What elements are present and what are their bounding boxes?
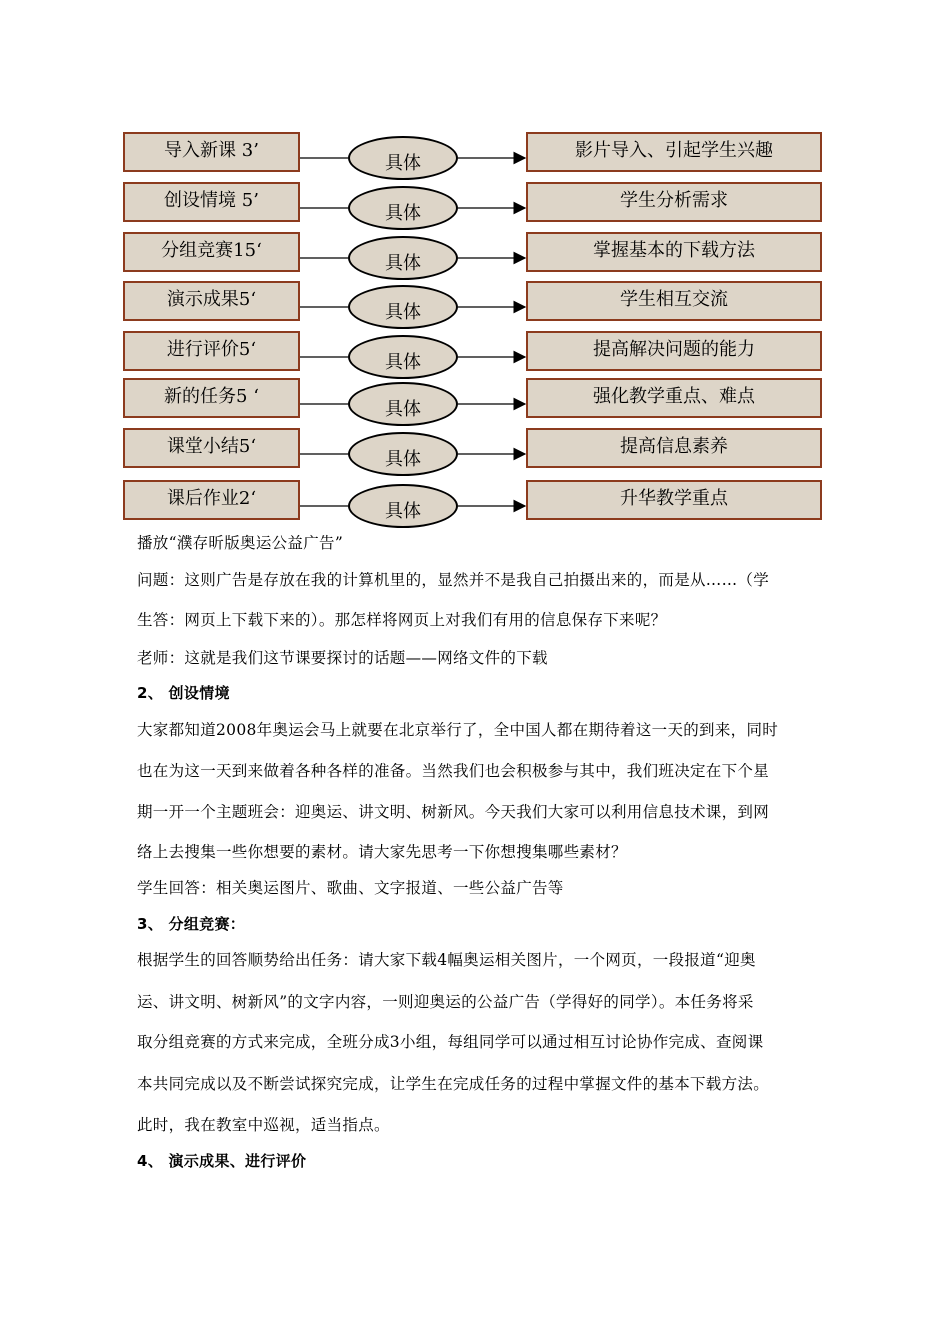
text-line: 本共同完成以及不断尝试探究完成，让学生在完成任务的过程中掌握文件的基本下载方法。	[137, 1075, 770, 1093]
goal-box: 掌握基本的下载方法	[526, 232, 822, 272]
text-line: 期一开一个主题班会：迎奥运、讲文明、树新风。今天我们大家可以利用信息技术课，到网	[137, 803, 770, 821]
goal-box: 学生分析需求	[526, 182, 822, 222]
text-line: 学生回答：相关奥运图片、歌曲、文字报道、一些公益广告等	[137, 879, 564, 897]
link-oval: 具体	[348, 285, 458, 329]
goal-box: 学生相互交流	[526, 281, 822, 321]
step-box: 演示成果5‘	[123, 281, 300, 321]
link-oval: 具体	[348, 136, 458, 180]
link-oval: 具体	[348, 335, 458, 379]
text-line: 取分组竞赛的方式来完成，全班分成3小组，每组同学可以通过相互讨论协作完成、查阅课	[137, 1033, 764, 1051]
step-box: 新的任务5 ‘	[123, 378, 300, 418]
link-oval: 具体	[348, 432, 458, 476]
text-line: 问题：这则广告是存放在我的计算机里的，显然并不是我自己拍摄出来的，而是从……（学	[137, 571, 770, 589]
step-box: 课堂小结5‘	[123, 428, 300, 468]
goal-box: 升华教学重点	[526, 480, 822, 520]
goal-box: 强化教学重点、难点	[526, 378, 822, 418]
text-line: 根据学生的回答顺势给出任务：请大家下载4幅奥运相关图片，一个网页，一段报道“迎奥	[137, 951, 756, 969]
goal-box: 提高解决问题的能力	[526, 331, 822, 371]
link-oval: 具体	[348, 186, 458, 230]
step-box: 分组竞赛15‘	[123, 232, 300, 272]
text-line: 播放“濮存昕版奥运公益广告”	[137, 534, 344, 552]
goal-box: 影片导入、引起学生兴趣	[526, 132, 822, 172]
section-heading: 3、 分组竞赛：	[137, 915, 246, 933]
text-line: 络上去搜集一些你想要的素材。请大家先思考一下你想搜集哪些素材？	[137, 843, 627, 861]
step-box: 导入新课 3’	[123, 132, 300, 172]
step-box: 进行评价5‘	[123, 331, 300, 371]
text-line: 此时，我在教室中巡视，适当指点。	[137, 1116, 390, 1134]
text-line: 生答：网页上下载下来的）。那怎样将网页上对我们有用的信息保存下来呢？	[137, 611, 667, 629]
section-heading: 4、 演示成果、进行评价	[137, 1152, 307, 1170]
flow-diagram	[0, 0, 950, 525]
text-line: 也在为这一天到来做着各种各样的准备。当然我们也会积极参与其中，我们班决定在下个星	[137, 762, 770, 780]
goal-box: 提高信息素养	[526, 428, 822, 468]
section-heading: 2、 创设情境	[137, 684, 230, 702]
step-box: 创设情境 5’	[123, 182, 300, 222]
link-oval: 具体	[348, 484, 458, 528]
text-line: 老师：这就是我们这节课要探讨的话题——网络文件的下载	[137, 649, 548, 667]
text-line: 大家都知道2008年奥运会马上就要在北京举行了，全中国人都在期待着这一天的到来，同时	[137, 721, 779, 739]
text-line: 运、讲文明、树新风”的文字内容，一则迎奥运的公益广告（学得好的同学）。本任务将采	[137, 993, 754, 1011]
step-box: 课后作业2‘	[123, 480, 300, 520]
link-oval: 具体	[348, 382, 458, 426]
link-oval: 具体	[348, 236, 458, 280]
